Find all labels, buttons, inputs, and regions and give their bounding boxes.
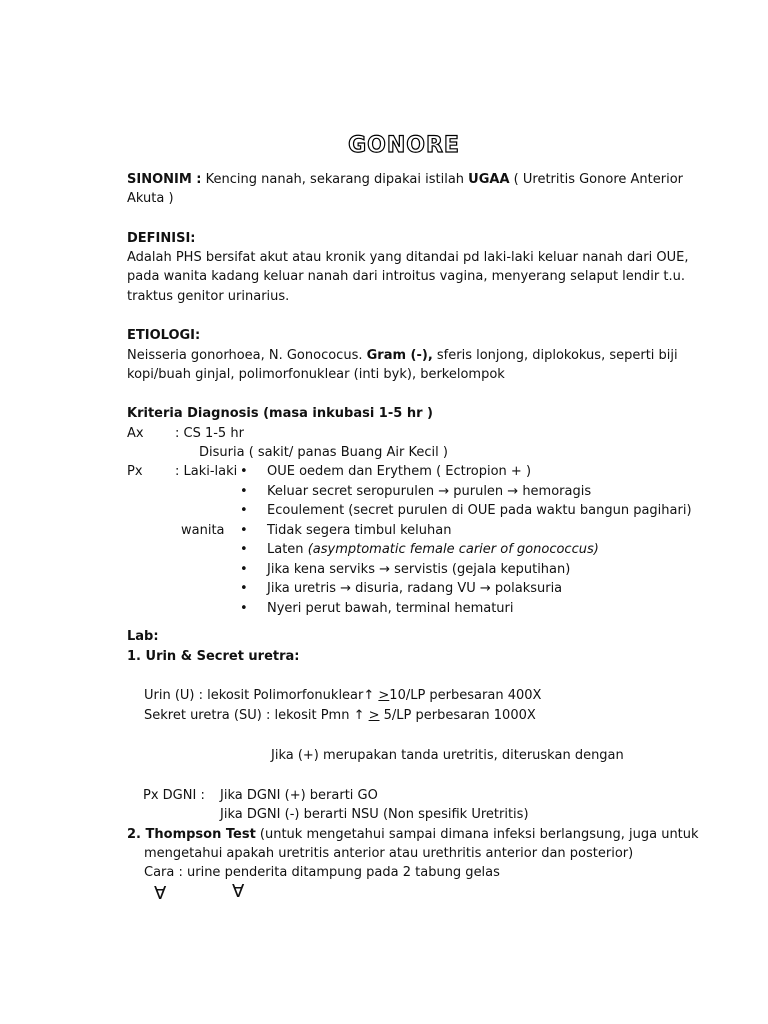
bullet-icon: • [240,464,248,479]
thompson-term: Thompson Test [145,827,256,842]
wanita-label: wanita [181,523,225,538]
test-tube-icon: Ɐ [154,883,167,904]
list-item: Ecoulement (secret purulen di OUE pada waktu bangun pagihari) [267,503,692,518]
test-tube-icon: Ɐ [232,881,245,902]
sekret-line [144,706,536,726]
bullet-icon: • [240,542,248,557]
item-2-text: (untuk mengetahui sampai dimana infeksi berlangsung, juga untuk [255,827,699,842]
list-item: Nyeri perut bawah, terminal hematuri [267,601,514,616]
list-item: OUE oedem dan Erythem ( Ectropion + ) [267,464,532,479]
dgni-positive: Jika DGNI (+) berarti GO [220,788,378,803]
pxdgni-label: Px DGNI : [143,788,205,803]
dgni-negative: Jika DGNI (-) berarti NSU (Non spesifik Uretritis) [220,807,529,822]
cara-line: Cara : urine penderita ditampung pada 2 tabung gelas [144,865,500,880]
sinonim-line [127,170,683,190]
laten-italic: (asymptomatic female carier of gonococcus) [307,542,599,557]
bullet-icon: • [240,484,248,499]
etiologi-heading: ETIOLOGI: [127,328,201,343]
definisi-heading: DEFINISI: [127,231,196,246]
etiologi-text-2: sferis lonjong, diplokokus, seperti biji [432,348,678,363]
bullet-icon: • [240,601,248,616]
page-title: GONORE [348,133,460,158]
definisi-line: traktus genitor urinarius. [127,289,290,304]
laki-label: : Laki-laki [175,464,238,479]
item-number: 2. [127,827,146,842]
sinonim-text: Kencing nanah, sekarang dipakai istilah [201,172,469,187]
gram-term: Gram (-), [366,348,433,363]
definisi-line: Adalah PHS bersifat akut atau kronik yang ditandai pd laki-laki keluar nanah dari OUE, [127,250,689,265]
etiologi-line-2: kopi/buah ginjal, polimorfonuklear (inti byk), berkelompok [127,367,505,382]
ugaa-term: UGAA [468,172,510,187]
sekret-text-2: 5/LP perbesaran 1000X [379,708,536,723]
bullet-icon: • [240,581,248,596]
ge-symbol: > [368,708,380,723]
list-item: Keluar secret seropurulen → purulen → hemoragis [267,484,592,499]
sekret-text: Sekret uretra (SU) : lekosit Pmn ↑ [144,708,369,723]
px-label: Px [127,464,143,479]
ge-symbol: > [378,688,390,703]
etiologi-line [127,346,678,366]
urin-text: Urin (U) : lekosit Polimorfonuklear↑ [144,688,379,703]
list-item: Jika kena serviks → servistis (gejala keputihan) [267,562,571,577]
urin-line [144,686,541,706]
bullet-icon: • [240,503,248,518]
urin-text-2: 10/LP perbesaran 400X [389,688,542,703]
bullet-icon: • [240,523,248,538]
lab-heading: Lab: [127,629,159,644]
sinonim-label: SINONIM : [127,172,202,187]
kriteria-heading: Kriteria Diagnosis (masa inkubasi 1-5 hr ) [127,406,433,421]
laten-prefix: Laten [267,542,308,557]
ax-label: Ax [127,426,144,441]
sinonim-line-2: Akuta ) [127,191,174,206]
jika-line: Jika (+) merupakan tanda uretritis, diteruskan dengan [271,748,624,763]
list-item [267,540,599,560]
lab-item-2 [127,825,699,845]
lab-item-1: 1. Urin & Secret uretra: [127,649,300,664]
item-2-line-2: mengetahui apakah uretritis anterior atau urethritis anterior dan posterior) [144,846,634,861]
list-item: Tidak segera timbul keluhan [267,523,452,538]
sinonim-text-2: ( Uretritis Gonore Anterior [509,172,683,187]
bullet-icon: • [240,562,248,577]
etiologi-text: Neisseria gonorhoea, N. Gonococus. [127,348,367,363]
definisi-line: pada wanita kadang keluar nanah dari introitus vagina, menyerang selaput lendir t.u. [127,269,685,284]
ax-value: : CS 1-5 hr [175,426,244,441]
disuria-line: Disuria ( sakit/ panas Buang Air Kecil ) [199,445,448,460]
list-item: Jika uretris → disuria, radang VU → polaksuria [267,581,563,596]
